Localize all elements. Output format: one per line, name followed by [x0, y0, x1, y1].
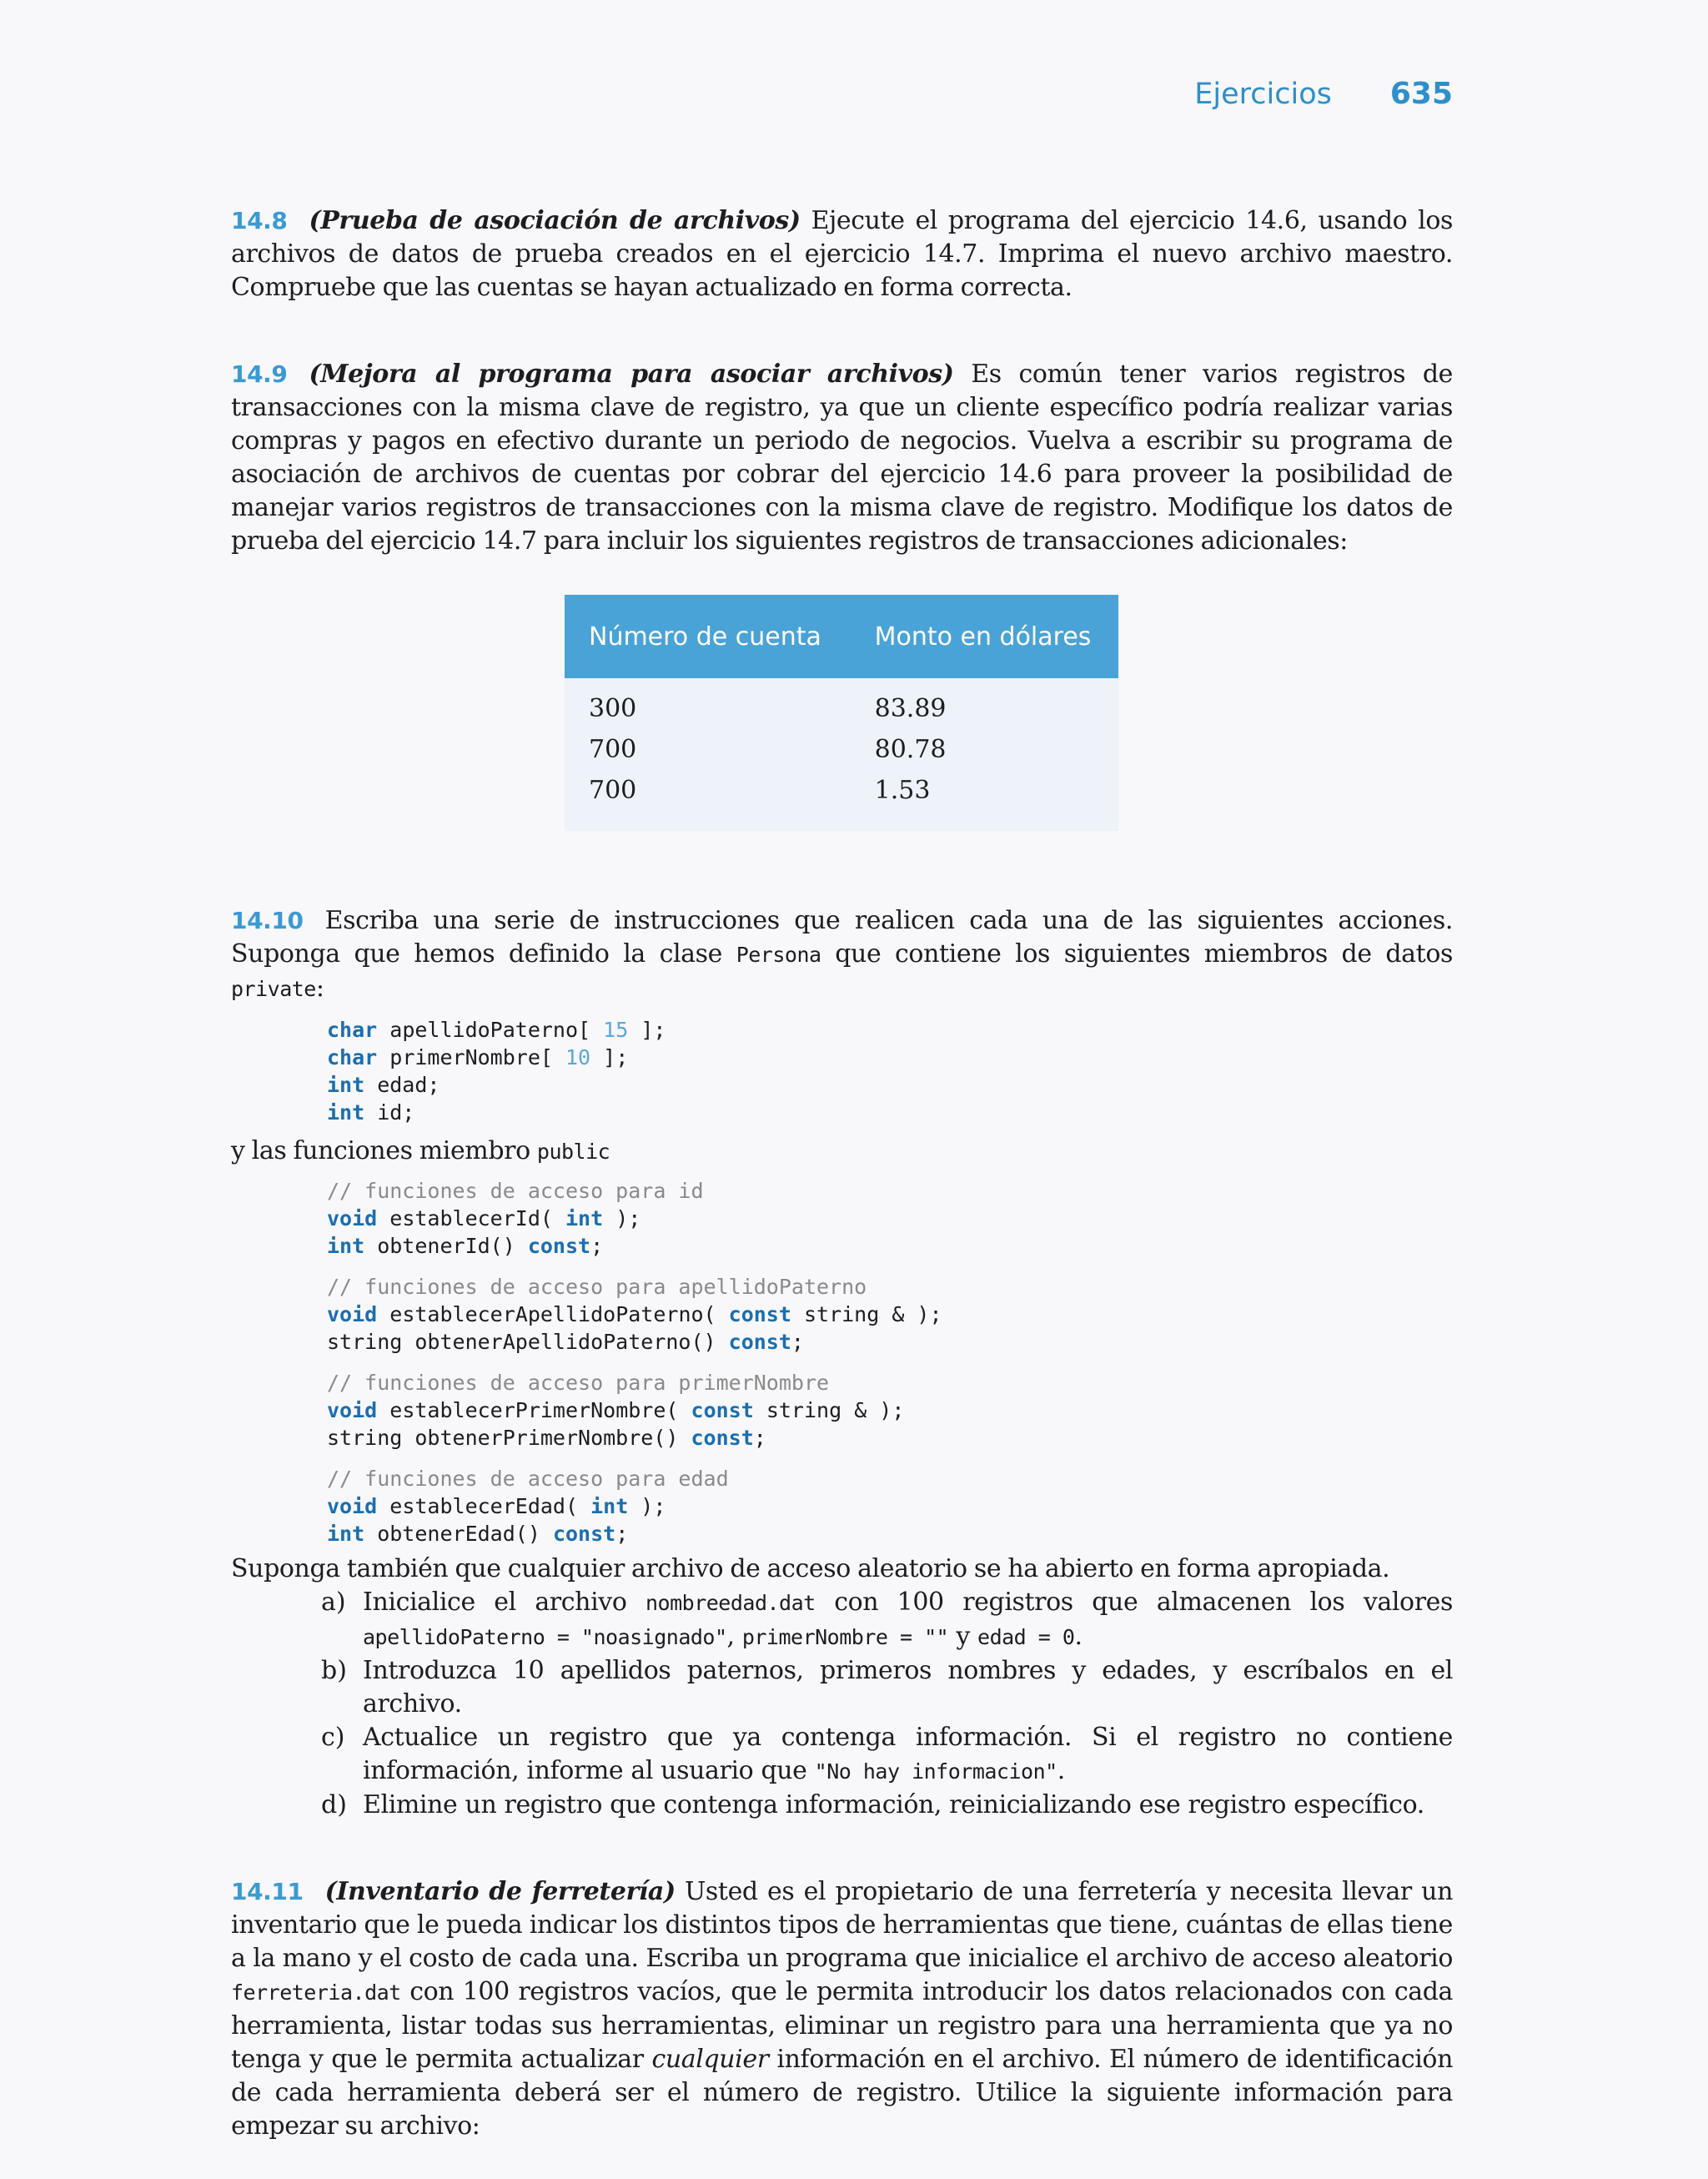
body-text: Actualice un registro que ya contenga información. Si el registro no contiene información, informe al usuario que [363, 1723, 1453, 1785]
body-text: y las funciones miembro [231, 1136, 537, 1165]
exercise-14-11 [231, 1875, 1453, 2143]
emphasis: cualquier [651, 2045, 769, 2074]
body-text: . [1074, 1622, 1083, 1651]
code-line [327, 1328, 1453, 1356]
code-text: ); [603, 1206, 641, 1230]
keyword: const [527, 1234, 591, 1258]
public-keyword-code: public [536, 1140, 610, 1164]
list-label: a) [321, 1588, 346, 1617]
list-text [363, 1586, 1453, 1654]
keyword: int [565, 1206, 604, 1230]
table-row [565, 678, 1118, 729]
keyword: void [327, 1494, 378, 1518]
list-text [363, 1721, 1453, 1789]
list-item [321, 1586, 1453, 1654]
keyword: void [327, 1398, 378, 1422]
code-text: ); [628, 1494, 666, 1518]
code-text: obtenerId() [364, 1234, 528, 1258]
code-line [327, 1301, 1453, 1328]
code-text: establecerId( [377, 1206, 565, 1230]
keyword: int [327, 1234, 365, 1258]
exercise-title: (Inventario de ferretería) [324, 1877, 676, 1906]
code-comment: // funciones de acceso para primerNombre [327, 1371, 830, 1395]
keyword: char [327, 1018, 378, 1042]
class-name-code: Persona [736, 943, 821, 967]
exercise-14-9 [231, 358, 1453, 558]
keyword: int [590, 1494, 629, 1518]
code-text: edad; [364, 1073, 440, 1097]
table-cell: 80.78 [874, 735, 947, 764]
column-header-account: Número de cuenta [565, 595, 851, 678]
file-name-code: ferreteria.dat [231, 1980, 401, 2005]
data-members-code [327, 1016, 1453, 1126]
exercise-body: que contiene los siguientes miembros de datos [821, 939, 1453, 969]
keyword: int [327, 1073, 365, 1097]
body-text: con 100 registros que almacenen los valores [815, 1588, 1454, 1617]
table-row [565, 729, 1118, 770]
exercise-number: 14.9 [231, 360, 288, 388]
table-cell: 1.53 [874, 776, 931, 805]
number-literal: 10 [565, 1045, 591, 1069]
exercise-14-8 [231, 204, 1453, 304]
code-line [327, 1016, 1453, 1044]
body-text: , [726, 1622, 742, 1651]
list-item [321, 1721, 1453, 1789]
private-keyword-code: private [231, 977, 316, 1001]
code-comment: // funciones de acceso para edad [327, 1467, 729, 1491]
exercise-body: : [315, 974, 324, 1003]
file-name-code: nombreedad.dat [645, 1591, 816, 1615]
code-group-id [327, 1177, 1453, 1260]
code-text: id; [364, 1100, 415, 1125]
keyword: const [728, 1302, 791, 1326]
code-line [327, 1520, 1453, 1547]
table-header-row [565, 595, 1118, 678]
exercise-number: 14.11 [231, 1878, 304, 1905]
code-text: string & ); [753, 1398, 905, 1422]
running-header [1194, 77, 1453, 111]
code-group-edad [327, 1465, 1453, 1547]
code-line [327, 1232, 1453, 1260]
transactions-table [565, 595, 1118, 831]
exercise-title: (Mejora al programa para asociar archivos) [309, 360, 954, 389]
code-line [327, 1492, 1453, 1520]
code-text: string obtenerApellidoPaterno() [327, 1330, 729, 1354]
exercise-body: Es común tener varios registros de transacciones con la misma clave de registro, ya que un cliente específico podría realizar varias compras y pagos en efectivo durante un periodo de negocios. Vuelva a escribir su programa de asociación de archivos de cuentas por cobrar del ejercicio 14.6 para proveer la posibilidad de manejar varios registros de transacciones con la misma clave de registro. Modifique los datos de prueba del ejercicio 14.7 para incluir los siguientes registros de transacciones adicionales: [231, 360, 1453, 556]
code-text: apellidoPaterno[ [377, 1018, 604, 1042]
column-header-amount: Monto en dólares [851, 595, 1118, 678]
list-label: b) [321, 1656, 347, 1685]
code-text: string & ); [791, 1302, 942, 1326]
list-item [321, 1654, 1453, 1721]
list-item [321, 1789, 1453, 1822]
code-line [327, 1396, 1453, 1424]
member-functions-code [327, 1177, 1453, 1547]
exercise-body: Ejecute el programa del ejercicio 14.6, usando los archivos de datos de prueba creados en el ejercicio 14.7. Imprima el nuevo archivo maestro. Compruebe que las cuentas se hayan actualizado en forma correcta. [231, 206, 1453, 302]
code-text: ; [791, 1330, 804, 1354]
suppose-text: Suponga también que cualquier archivo de acceso aleatorio se ha abierto en forma apropiada. [231, 1554, 1390, 1583]
keyword: const [552, 1522, 616, 1546]
exercise-title: (Prueba de asociación de archivos) [309, 206, 801, 235]
inline-code: apellidoPaterno = "noasignado" [363, 1625, 727, 1649]
task-list [321, 1586, 1453, 1822]
page-number: 635 [1389, 77, 1453, 111]
inline-code: "No hay informacion" [814, 1759, 1057, 1784]
keyword: void [327, 1302, 378, 1326]
exercise-body: Usted es el propietario de una ferretería y necesita llevar un inventario que le pueda indicar los distintos tipos de herramientas que tiene, cuántas de ellas tiene a la mano y el costo de cada una. Escriba un programa que inicialice el archivo de acceso aleatorio [231, 1877, 1453, 1973]
code-text: primerNombre[ [377, 1045, 565, 1069]
exercise-body: con 100 registros vacíos, que le permita introducir los datos relacionados con cada herramienta, listar todas sus herramientas, eliminar un registro para una herramienta que ya no tenga y que le permita actualizar [231, 1977, 1453, 2074]
table-cell: 83.89 [874, 694, 947, 723]
code-line [327, 1424, 1453, 1452]
code-text: ; [615, 1522, 629, 1546]
keyword: void [327, 1206, 378, 1230]
table-cell: 300 [589, 694, 637, 723]
code-comment: // funciones de acceso para apellidoPaterno [327, 1275, 867, 1299]
list-label: c) [321, 1723, 345, 1752]
keyword: int [327, 1522, 365, 1546]
code-text: establecerPrimerNombre( [377, 1398, 691, 1422]
table-cell: 700 [589, 776, 637, 805]
keyword: char [327, 1045, 378, 1069]
list-label: d) [321, 1790, 347, 1819]
page-content [231, 204, 1453, 2143]
keyword: const [728, 1330, 791, 1354]
code-text: establecerEdad( [377, 1494, 591, 1518]
list-text: Introduzca 10 apellidos paternos, primeros nombres y edades, y escríbalos en el archivo. [363, 1656, 1453, 1719]
code-line [327, 1044, 1453, 1071]
code-line [327, 1099, 1453, 1126]
code-text: ]; [590, 1045, 629, 1069]
exercise-body: Escriba una serie de instrucciones que realicen cada una de las siguientes acciones. Suponga que hemos definido la clase [231, 906, 1453, 969]
keyword: int [327, 1100, 365, 1125]
number-literal: 15 [603, 1018, 629, 1042]
code-text: ]; [628, 1018, 666, 1042]
code-text: ; [590, 1234, 604, 1258]
code-line [327, 1071, 1453, 1099]
exercise-number: 14.10 [231, 907, 304, 934]
section-title: Ejercicios [1194, 78, 1332, 111]
exercise-14-10 [231, 904, 1453, 1006]
body-text: Inicialice el archivo [363, 1588, 646, 1617]
exercise-body: información en el archivo. El número de identificación de cada herramienta deberá ser el número de registro. Utilice la siguiente información para empezar su archivo: [231, 2045, 1453, 2141]
body-text: y [948, 1622, 978, 1651]
exercise-number: 14.8 [231, 207, 288, 234]
code-group-apellido [327, 1273, 1453, 1356]
code-text: obtenerEdad() [364, 1522, 553, 1546]
code-group-nombre [327, 1369, 1453, 1452]
table-row [565, 770, 1118, 831]
code-line [327, 1205, 1453, 1232]
inline-code: primerNombre = "" [741, 1625, 949, 1649]
body-text: . [1057, 1756, 1065, 1785]
code-text: ; [753, 1426, 766, 1450]
keyword: const [691, 1398, 754, 1422]
inline-code: edad = 0 [977, 1625, 1075, 1649]
code-comment: // funciones de acceso para id [327, 1179, 704, 1203]
code-text: establecerApellidoPaterno( [377, 1302, 729, 1326]
list-text: Elimine un registro que contenga información, reinicializando ese registro específico. [363, 1790, 1424, 1819]
code-text: string obtenerPrimerNombre() [327, 1426, 691, 1450]
table-cell: 700 [589, 735, 637, 764]
public-intro [231, 1135, 1453, 1169]
keyword: const [691, 1426, 754, 1450]
